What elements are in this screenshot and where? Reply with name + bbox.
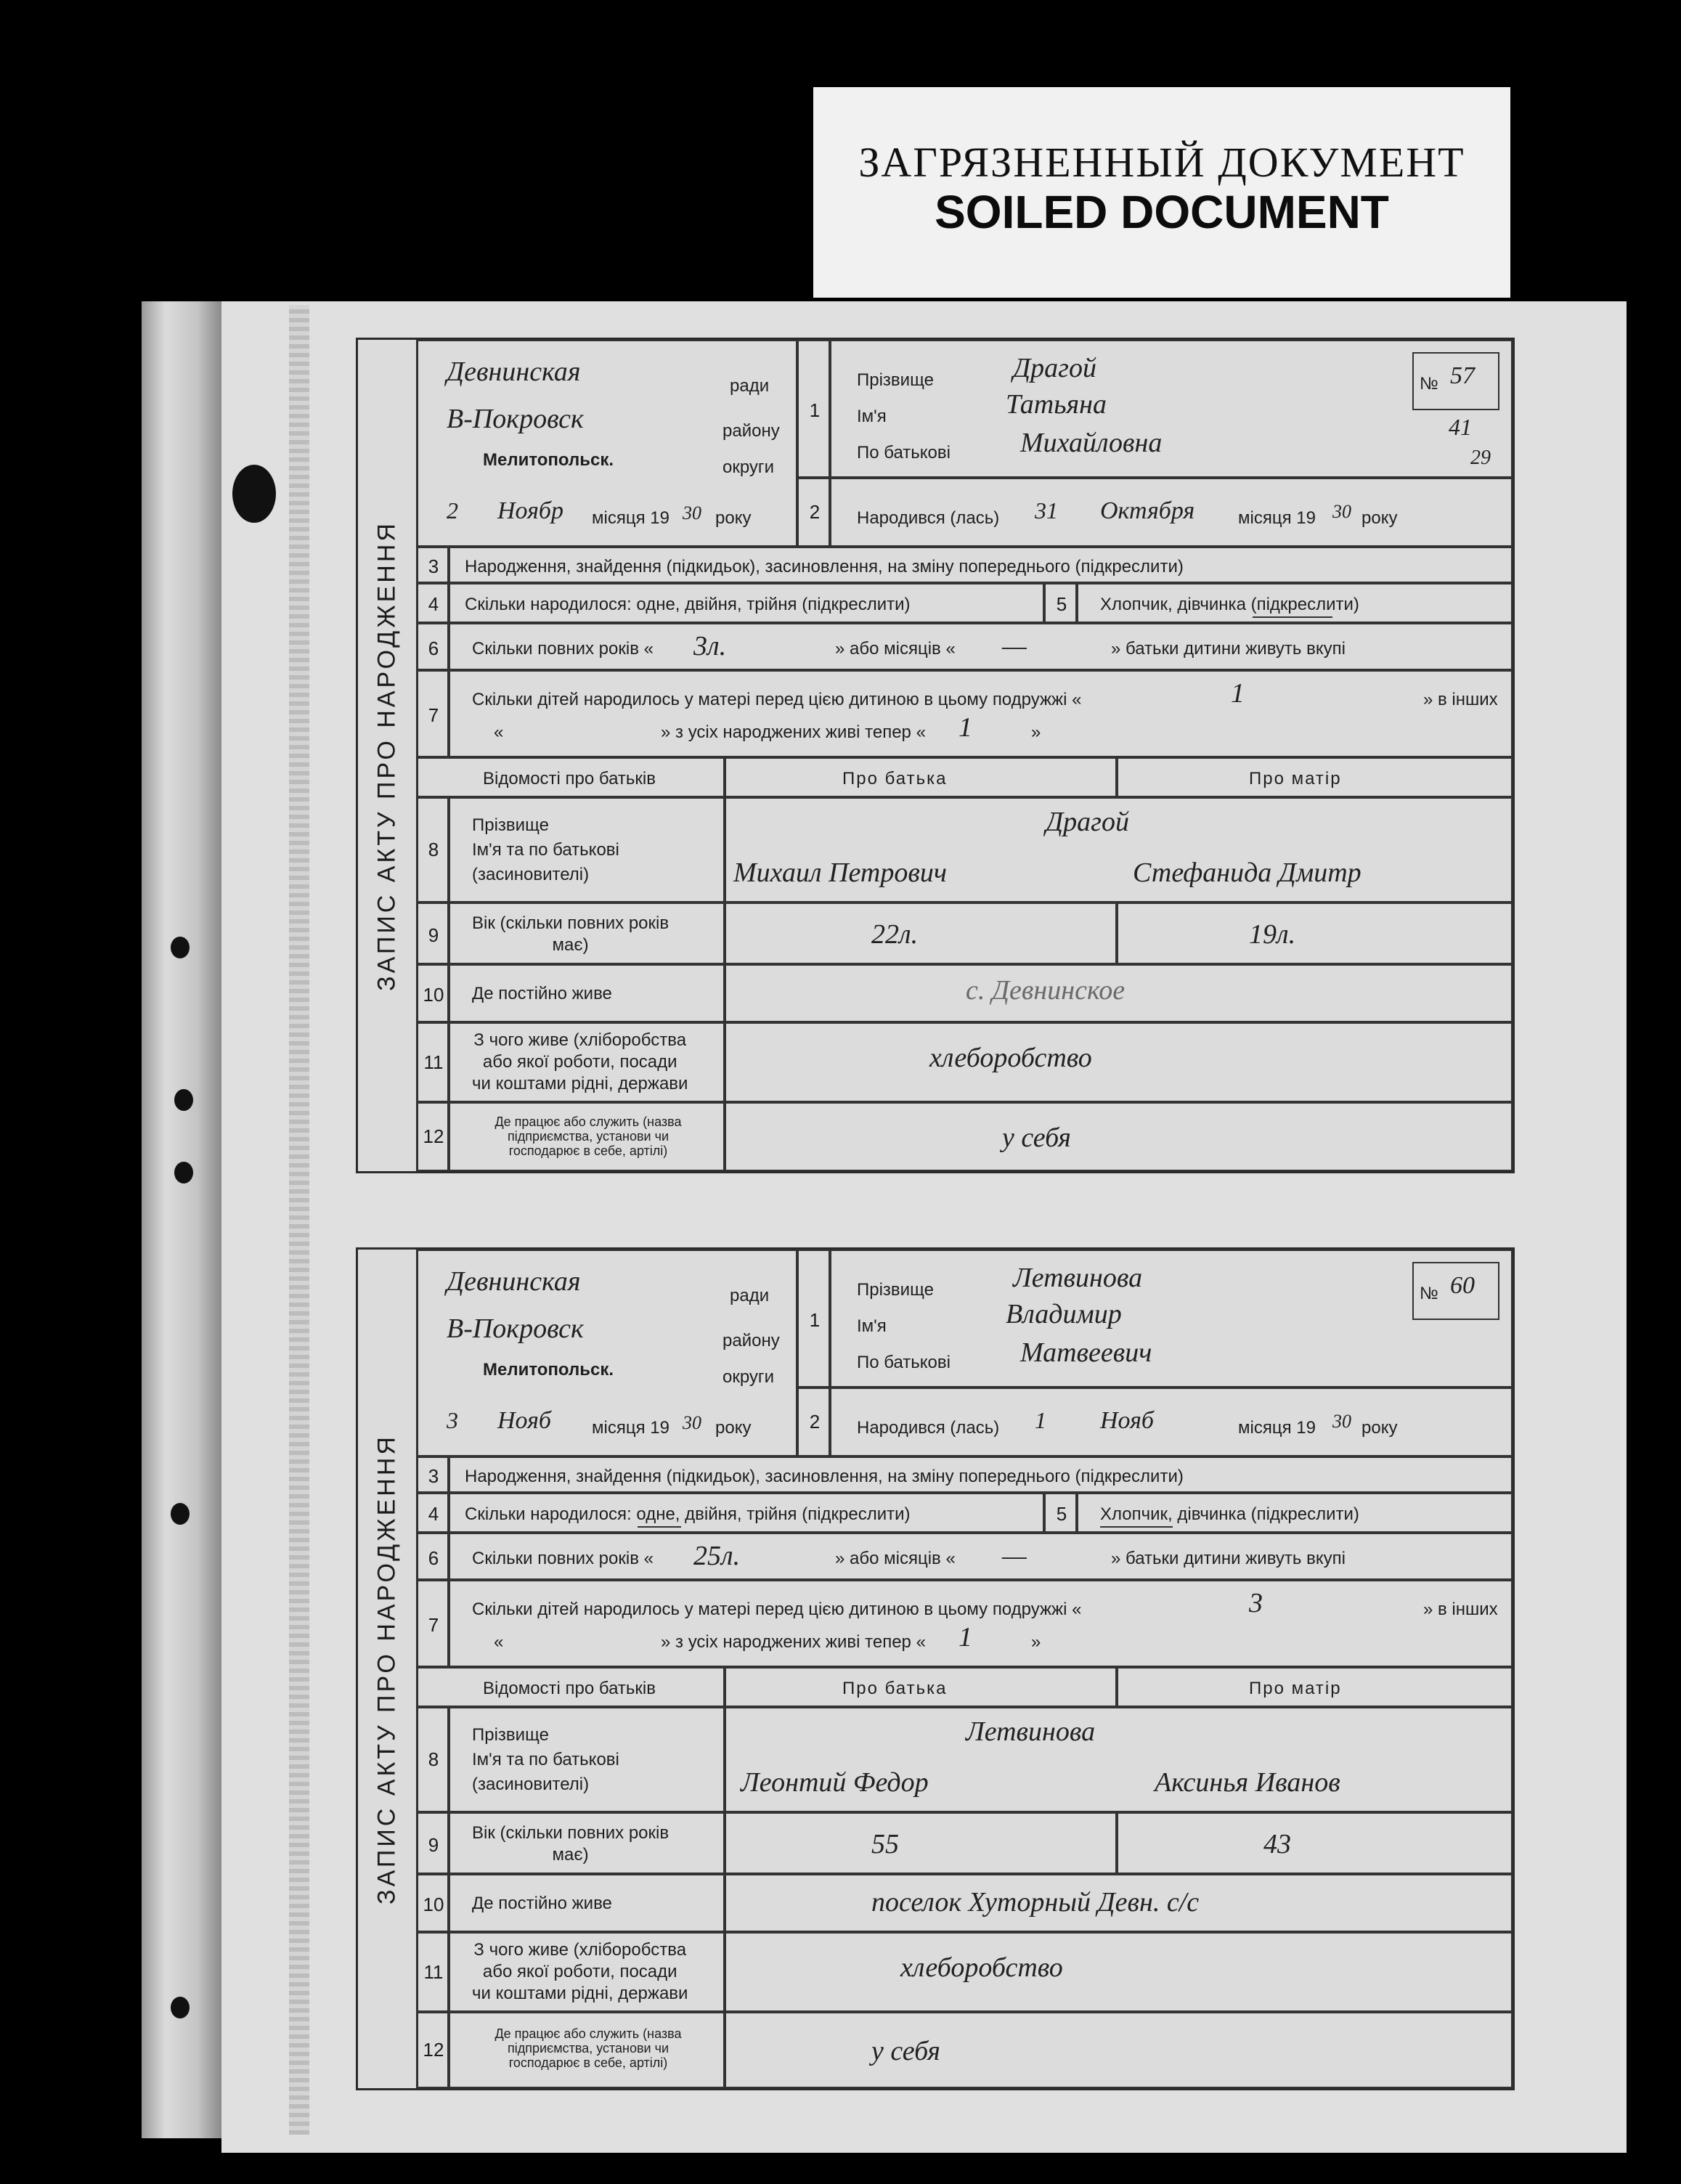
row-7-text-a: Скільки дітей народилось у матері перед цією дитиною в цьому подружжі « bbox=[472, 690, 1082, 709]
row-12-text: Де працює або служить (назва підприємства, установи чи господарює в себе, артілі) bbox=[494, 1115, 682, 1158]
record-2-okruh-label: округи bbox=[723, 1367, 775, 1387]
row-number: 3 bbox=[428, 555, 439, 577]
record-2-rada-value: Девнинская bbox=[447, 1266, 581, 1297]
record-2-row-3-num bbox=[416, 1456, 449, 1493]
record-1-rada-label: ради bbox=[730, 376, 770, 396]
record-1-occupation-cell bbox=[725, 1022, 1513, 1102]
record-1-number-box bbox=[1412, 352, 1499, 410]
row-number: 9 bbox=[428, 1834, 439, 1856]
row-12-text: Де працює або служить (назва підприємства, установи чи господарює в себе, артілі) bbox=[494, 2026, 682, 2070]
record-2-row-12-label bbox=[449, 2012, 725, 2088]
record-1-row-11-num bbox=[416, 1022, 449, 1102]
record-2-workplace-cell bbox=[725, 2012, 1513, 2088]
row-7-text-e: » bbox=[1031, 722, 1041, 742]
record-1-row-12-num bbox=[416, 1102, 449, 1171]
record-1-date-month: Ноябр bbox=[497, 497, 564, 524]
record-1-years-together: 3л. bbox=[693, 631, 727, 661]
parents-header-label: Відомості про батьків bbox=[483, 1679, 656, 1698]
record-2-residence: поселок Хуторный Девн. с/с bbox=[871, 1887, 1200, 1918]
record-2-row-10-num bbox=[416, 1874, 449, 1932]
row-11-text: З чого живе (хліборобства або якої роботи, посади чи коштами рідні, держави bbox=[472, 1030, 688, 1093]
record-2-row-11-num bbox=[416, 1932, 449, 2012]
record-2-surname-value: Летвинова bbox=[1013, 1263, 1143, 1293]
page-perforation bbox=[289, 305, 309, 2135]
underline-mark bbox=[638, 1526, 681, 1528]
row-number: 11 bbox=[423, 1051, 444, 1073]
record-1-row-6 bbox=[449, 623, 1513, 670]
record-2-date-month: Нояб bbox=[497, 1407, 552, 1434]
record-2-month-label: місяця 19 bbox=[592, 1418, 669, 1438]
record-1-born-month-label: місяця 19 bbox=[1238, 508, 1316, 528]
record-1-workplace: у себя bbox=[1002, 1122, 1071, 1153]
record-1-okruh-value: Мелитопольск. bbox=[483, 450, 614, 470]
row-number: 5 bbox=[1056, 1503, 1067, 1525]
record-1-num-1-cell bbox=[797, 340, 830, 478]
row-number: 9 bbox=[428, 924, 439, 946]
row-5-text: Хлопчик, дівчинка (підкреслити) bbox=[1100, 1504, 1359, 1524]
record-2-years-together: 25л. bbox=[693, 1541, 741, 1571]
record-1-father-header bbox=[725, 757, 1117, 797]
father-header-label: Про батька bbox=[842, 769, 948, 789]
record-1-row-10-label bbox=[449, 964, 725, 1022]
record-1-row-8-label bbox=[449, 797, 725, 902]
row-5-text: Хлопчик, дівчинка (підкреслити) bbox=[1100, 595, 1359, 614]
record-1-row-4-num bbox=[416, 583, 449, 623]
record-2-raion-value: В-Покровск bbox=[447, 1313, 584, 1344]
row-number: 8 bbox=[428, 839, 439, 860]
record-1-side-title: ЗАПИС АКТУ ПРО НАРОДЖЕННЯ bbox=[358, 340, 418, 1171]
record-2-date-year: 30 bbox=[683, 1412, 701, 1433]
row-6-text-c: » батьки дитини живуть вкупі bbox=[1111, 1549, 1346, 1568]
record-1-row-11-label bbox=[449, 1022, 725, 1102]
underline-mark bbox=[1100, 1526, 1173, 1528]
row-11-text: З чого живе (хліборобства або якої роботи, посади чи коштами рідні, держави bbox=[472, 1940, 688, 2003]
row-6-text-b: » або місяців « bbox=[835, 1549, 956, 1568]
record-1-born-year-label: року bbox=[1362, 508, 1398, 528]
record-2-row-4 bbox=[449, 1493, 1044, 1533]
record-2-children-before: 3 bbox=[1249, 1588, 1263, 1618]
row-7-text-c: « bbox=[494, 722, 504, 742]
soiled-label-ru: ЗАГРЯЗНЕННЫЙ ДОКУМЕНТ bbox=[858, 139, 1465, 186]
record-1-workplace-cell bbox=[725, 1102, 1513, 1171]
row-10-text: Де постійно живе bbox=[472, 1894, 612, 1913]
record-2-workplace: у себя bbox=[871, 2036, 940, 2066]
record-2-row-6 bbox=[449, 1533, 1513, 1580]
record-2-born-month-label: місяця 19 bbox=[1238, 1418, 1316, 1438]
record-1-father-name: Михаил Петрович bbox=[733, 857, 947, 888]
row-7-text-a: Скільки дітей народилось у матері перед цією дитиною в цьому подружжі « bbox=[472, 1600, 1082, 1619]
record-1-date-day: 2 bbox=[447, 497, 458, 523]
record-1-mother-header bbox=[1117, 757, 1513, 797]
record-2-row-9-num bbox=[416, 1812, 449, 1874]
record-1-occupation: хлеборобство bbox=[929, 1043, 1092, 1073]
record-1-number-value: 57 bbox=[1450, 362, 1475, 389]
row-number: 7 bbox=[428, 704, 439, 726]
binding-spine bbox=[142, 301, 221, 2138]
record-1-council-block bbox=[416, 340, 797, 547]
record-2-row-7-num bbox=[416, 1580, 449, 1667]
record-1-mother-age: 19л. bbox=[1249, 919, 1296, 950]
record-2-father-header bbox=[725, 1667, 1117, 1707]
record-2-row-8-num bbox=[416, 1707, 449, 1812]
row-number: 8 bbox=[428, 1748, 439, 1770]
record-2-occupation: хлеборобство bbox=[900, 1952, 1063, 1983]
record-1-row-12-label bbox=[449, 1102, 725, 1171]
row-8-text: Прізвище Ім'я та по батькові (засиновителі) bbox=[472, 1725, 619, 1794]
record-1-raion-value: В-Покровск bbox=[447, 404, 584, 434]
row-3-text: Народження, знайдення (підкидьок), засиновлення, на зміну попереднього (підкреслити) bbox=[465, 1467, 1184, 1486]
row-number: 6 bbox=[428, 1547, 439, 1569]
record-2-mother-header bbox=[1117, 1667, 1513, 1707]
record-1-born-month: Октября bbox=[1100, 497, 1195, 524]
record-2-occupation-cell bbox=[725, 1932, 1513, 2012]
record-1-child-name-block bbox=[830, 340, 1513, 478]
record-1-parent-surname: Драгой bbox=[1046, 807, 1130, 837]
record-2-row-4-num bbox=[416, 1493, 449, 1533]
record-2-row-3 bbox=[449, 1456, 1513, 1493]
record-1-father-age-cell bbox=[725, 902, 1117, 964]
record-2-num-2-cell bbox=[797, 1388, 830, 1456]
record-2-mother-age: 43 bbox=[1263, 1829, 1291, 1859]
record-2-number-box bbox=[1412, 1262, 1499, 1320]
record-1-month-label: місяця 19 bbox=[592, 508, 669, 528]
record-2-residence-cell bbox=[725, 1874, 1513, 1932]
record-1-months-together: — bbox=[1002, 631, 1027, 661]
row-number: 10 bbox=[423, 1894, 444, 1915]
record-2-children-alive: 1 bbox=[958, 1622, 972, 1653]
row-number: 12 bbox=[423, 1125, 444, 1147]
record-1-num-2-cell bbox=[797, 478, 830, 547]
record-2-side-title: ЗАПИС АКТУ ПРО НАРОДЖЕННЯ bbox=[358, 1250, 418, 2088]
row-4-text: Скільки народилося: одне, двійня, трійня (підкреслити) bbox=[465, 1504, 911, 1524]
record-1-row-7-num bbox=[416, 670, 449, 757]
record-2-father-name: Леонтий Федор bbox=[741, 1767, 929, 1798]
record-1-row-8-num bbox=[416, 797, 449, 902]
row-4-text: Скільки народилося: одне, двійня, трійня (підкреслити) bbox=[465, 595, 911, 614]
record-2-mother-name: Аксинья Иванов bbox=[1155, 1767, 1340, 1798]
record-1-year-label: року bbox=[715, 508, 752, 528]
row-7-text-e: » bbox=[1031, 1632, 1041, 1652]
record-1-born-label: Народився (лась) bbox=[857, 508, 1000, 528]
record-1-children-alive: 1 bbox=[958, 712, 972, 743]
row-number: 2 bbox=[809, 1411, 821, 1433]
row-number: 3 bbox=[428, 1465, 439, 1487]
record-1-rada-value: Девнинская bbox=[447, 356, 581, 387]
record-1-father-age: 22л. bbox=[871, 919, 919, 950]
row-number: 1 bbox=[809, 399, 821, 421]
record-2-row-9-label bbox=[449, 1812, 725, 1874]
row-6-text-a: Скільки повних років « bbox=[472, 1549, 654, 1568]
record-2-name-value: Владимир bbox=[1006, 1299, 1122, 1329]
record-2-row-10-label bbox=[449, 1874, 725, 1932]
record-1-row-6-num bbox=[416, 623, 449, 670]
row-7-text-c: « bbox=[494, 1632, 504, 1652]
record-1-name-value: Татьяна bbox=[1006, 389, 1107, 420]
row-9-text: Вік (скільки повних років має) bbox=[472, 913, 669, 955]
record-2-patronymic-label: По батькові bbox=[857, 1353, 951, 1372]
record-1-parents-header bbox=[416, 757, 725, 797]
record-2-born-month: Нояб bbox=[1100, 1407, 1155, 1434]
mother-header-label: Про матір bbox=[1249, 769, 1342, 789]
row-number: 7 bbox=[428, 1614, 439, 1636]
record-1-children-before: 1 bbox=[1231, 678, 1245, 709]
record-2-father-age-cell bbox=[725, 1812, 1117, 1874]
record-2-date-day: 3 bbox=[447, 1407, 458, 1433]
row-7-text-d: » з усіх народжених живі тепер « bbox=[661, 722, 926, 742]
row-number: 4 bbox=[428, 593, 439, 615]
soiled-label-en: SOILED DOCUMENT bbox=[935, 186, 1389, 238]
record-2-birthdate-block bbox=[830, 1388, 1513, 1456]
record-2-parents-header bbox=[416, 1667, 725, 1707]
record-1-row-5 bbox=[1077, 583, 1513, 623]
record-2-rada-label: ради bbox=[730, 1286, 770, 1305]
record-2-born-label: Народився (лась) bbox=[857, 1418, 1000, 1438]
record-2-num-1-cell bbox=[797, 1250, 830, 1388]
record-2-row-8-value bbox=[725, 1707, 1513, 1812]
row-3-text: Народження, знайдення (підкидьок), засиновлення, на зміну попереднього (підкреслити) bbox=[465, 557, 1184, 576]
record-1-residence-cell bbox=[725, 964, 1513, 1022]
record-1-patronymic-label: По батькові bbox=[857, 443, 951, 463]
record-2-mother-age-cell bbox=[1117, 1812, 1513, 1874]
row-7-text-b: » в інших bbox=[1423, 1600, 1498, 1619]
record-2-row-5 bbox=[1077, 1493, 1513, 1533]
record-1-mother-name: Стефанида Дмитр bbox=[1133, 857, 1362, 888]
number-label: № bbox=[1420, 1284, 1438, 1303]
row-6-text-b: » або місяців « bbox=[835, 639, 956, 659]
father-header-label: Про батька bbox=[842, 1679, 948, 1698]
record-1-mark-2: 29 bbox=[1470, 447, 1491, 469]
row-number: 10 bbox=[423, 984, 444, 1006]
record-2-born-year-label: року bbox=[1362, 1418, 1398, 1438]
row-6-text-a: Скільки повних років « bbox=[472, 639, 654, 659]
mother-header-label: Про матір bbox=[1249, 1679, 1342, 1698]
record-1-row-4 bbox=[449, 583, 1044, 623]
record-2-row-11-label bbox=[449, 1932, 725, 2012]
record-2-name-label: Ім'я bbox=[857, 1316, 887, 1336]
record-1-row-9-num bbox=[416, 902, 449, 964]
row-8-text: Прізвище Ім'я та по батькові (засиновителі) bbox=[472, 815, 619, 884]
record-2-child-name-block bbox=[830, 1250, 1513, 1388]
record-1-okruh-label: округи bbox=[723, 457, 775, 477]
record-1-row-5-num bbox=[1044, 583, 1077, 623]
row-number: 1 bbox=[809, 1309, 821, 1331]
row-number: 4 bbox=[428, 1503, 439, 1525]
row-number: 12 bbox=[423, 2039, 444, 2061]
row-7-text-d: » з усіх народжених живі тепер « bbox=[661, 1632, 926, 1652]
record-1-surname-value: Драгой bbox=[1013, 353, 1097, 383]
record-2-row-7 bbox=[449, 1580, 1513, 1667]
record-2-council-block bbox=[416, 1250, 797, 1456]
row-10-text: Де постійно живе bbox=[472, 984, 612, 1003]
record-1-born-year: 30 bbox=[1332, 501, 1351, 522]
record-2-year-label: року bbox=[715, 1418, 752, 1438]
row-number: 11 bbox=[423, 1961, 444, 1983]
record-1-row-10-num bbox=[416, 964, 449, 1022]
record-2-number-value: 60 bbox=[1450, 1272, 1475, 1299]
birth-record-1 bbox=[356, 338, 1515, 1173]
row-7-text-b: » в інших bbox=[1423, 690, 1498, 709]
record-1-date-year: 30 bbox=[683, 502, 701, 523]
record-1-row-3-num bbox=[416, 547, 449, 583]
record-2-patronymic-value: Матвеевич bbox=[1020, 1337, 1152, 1368]
record-2-born-year: 30 bbox=[1332, 1411, 1351, 1432]
underline-mark bbox=[1253, 616, 1332, 618]
record-2-born-day: 1 bbox=[1035, 1407, 1046, 1433]
record-1-residence: с. Девнинское bbox=[966, 975, 1126, 1006]
record-1-mother-age-cell bbox=[1117, 902, 1513, 964]
record-1-row-3 bbox=[449, 547, 1513, 583]
record-2-row-12-num bbox=[416, 2012, 449, 2088]
record-1-patronymic-value: Михайловна bbox=[1020, 428, 1163, 458]
parents-header-label: Відомості про батьків bbox=[483, 769, 656, 789]
row-number: 6 bbox=[428, 637, 439, 659]
record-1-row-7 bbox=[449, 670, 1513, 757]
record-1-born-day: 31 bbox=[1035, 497, 1058, 523]
record-2-surname-label: Прізвище bbox=[857, 1280, 934, 1300]
record-1-raion-label: району bbox=[723, 421, 780, 441]
record-2-months-together: — bbox=[1002, 1541, 1027, 1571]
number-label: № bbox=[1420, 374, 1438, 394]
record-1-mark-1: 41 bbox=[1449, 414, 1472, 440]
row-9-text: Вік (скільки повних років має) bbox=[472, 1823, 669, 1865]
record-2-father-age: 55 bbox=[871, 1829, 899, 1859]
record-2-row-5-num bbox=[1044, 1493, 1077, 1533]
record-1-row-9-label bbox=[449, 902, 725, 964]
soiled-document-label bbox=[813, 87, 1510, 298]
record-1-birthdate-block bbox=[830, 478, 1513, 547]
row-6-text-c: » батьки дитини живуть вкупі bbox=[1111, 639, 1346, 659]
record-2-okruh-value: Мелитопольск. bbox=[483, 1360, 614, 1380]
record-2-row-8-label bbox=[449, 1707, 725, 1812]
record-2-raion-label: району bbox=[723, 1331, 780, 1350]
record-2-row-6-num bbox=[416, 1533, 449, 1580]
birth-record-2 bbox=[356, 1247, 1515, 2090]
record-1-name-label: Ім'я bbox=[857, 407, 887, 426]
row-number: 5 bbox=[1056, 593, 1067, 615]
record-1-surname-label: Прізвище bbox=[857, 370, 934, 390]
record-1-row-8-value bbox=[725, 797, 1513, 902]
row-number: 2 bbox=[809, 501, 821, 523]
record-2-parent-surname: Летвинова bbox=[966, 1716, 1096, 1747]
